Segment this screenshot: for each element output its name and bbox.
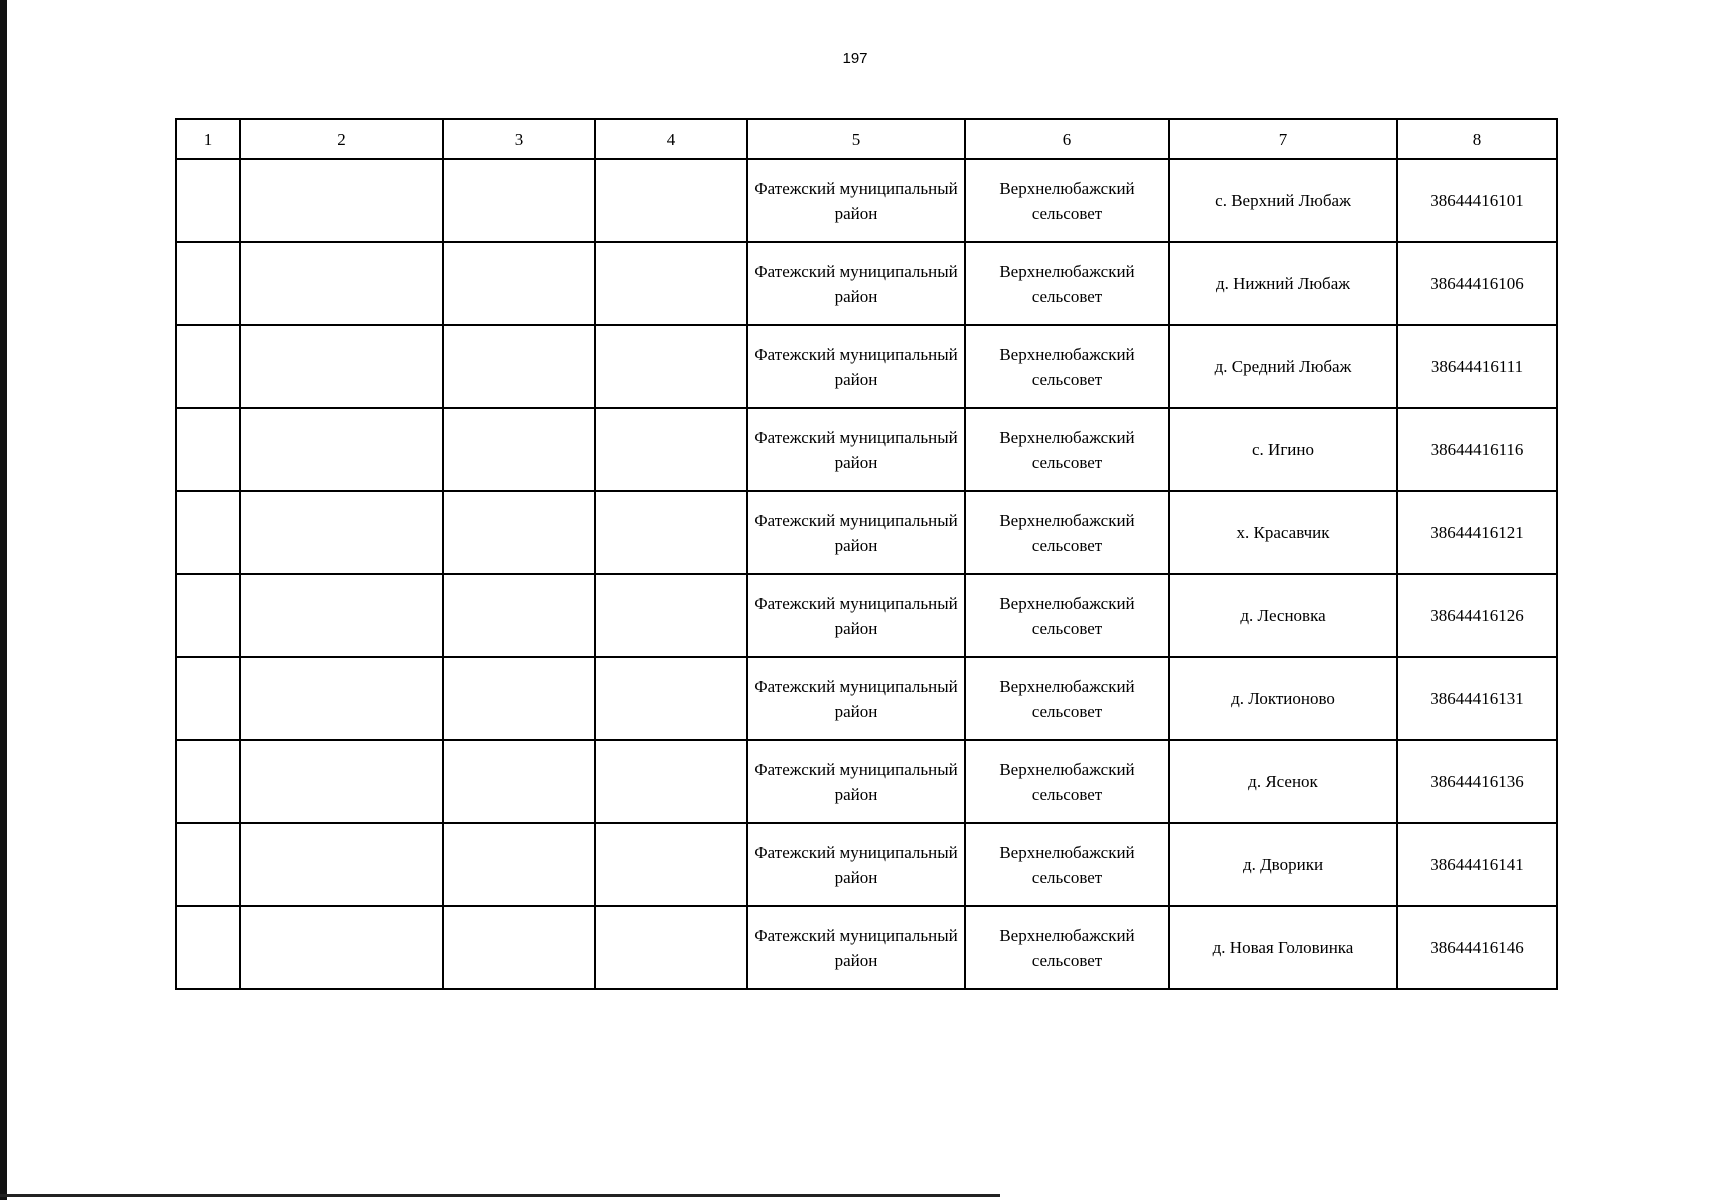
table-cell	[595, 408, 747, 491]
table-cell: 38644416131	[1397, 657, 1557, 740]
table-cell	[443, 906, 595, 989]
table-cell: Верхнелюбажский сельсовет	[965, 740, 1169, 823]
column-header: 6	[965, 119, 1169, 159]
table-cell: Фатежский муниципальный район	[747, 906, 965, 989]
column-header: 7	[1169, 119, 1397, 159]
table-cell	[240, 325, 443, 408]
table-cell: 38644416126	[1397, 574, 1557, 657]
table-cell	[595, 906, 747, 989]
table-cell: Фатежский муниципальный район	[747, 491, 965, 574]
table-cell: Фатежский муниципальный район	[747, 408, 965, 491]
table-cell: Верхнелюбажский сельсовет	[965, 159, 1169, 242]
table-cell	[240, 574, 443, 657]
table-cell: Верхнелюбажский сельсовет	[965, 408, 1169, 491]
table-cell: с. Верхний Любаж	[1169, 159, 1397, 242]
table-row	[176, 906, 1557, 989]
table-cell: 38644416136	[1397, 740, 1557, 823]
table-row	[176, 159, 1557, 242]
table-cell: Верхнелюбажский сельсовет	[965, 657, 1169, 740]
page-number: 197	[842, 50, 868, 67]
table-row	[176, 823, 1557, 906]
table-cell: Верхнелюбажский сельсовет	[965, 491, 1169, 574]
table-cell: д. Локтионово	[1169, 657, 1397, 740]
table-cell	[176, 325, 240, 408]
scan-left-edge	[0, 0, 7, 1200]
table-cell	[176, 491, 240, 574]
table-cell: Фатежский муниципальный район	[747, 325, 965, 408]
table-cell	[595, 159, 747, 242]
table-cell: х. Красавчик	[1169, 491, 1397, 574]
table-cell	[176, 159, 240, 242]
table-cell: Верхнелюбажский сельсовет	[965, 242, 1169, 325]
table-cell	[443, 325, 595, 408]
table-cell: Фатежский муниципальный район	[747, 574, 965, 657]
table-cell	[443, 491, 595, 574]
table-row	[176, 491, 1557, 574]
table-cell	[595, 325, 747, 408]
table-cell	[176, 740, 240, 823]
table-cell	[176, 242, 240, 325]
table-cell	[595, 740, 747, 823]
table-cell	[443, 242, 595, 325]
table-cell: Фатежский муниципальный район	[747, 657, 965, 740]
table-cell	[240, 408, 443, 491]
table-row	[176, 740, 1557, 823]
table-cell	[176, 906, 240, 989]
table-cell: д. Средний Любаж	[1169, 325, 1397, 408]
table-cell: 38644416146	[1397, 906, 1557, 989]
table-cell	[443, 740, 595, 823]
column-header: 4	[595, 119, 747, 159]
table-cell: с. Игино	[1169, 408, 1397, 491]
table-cell: Фатежский муниципальный район	[747, 242, 965, 325]
table-cell	[240, 823, 443, 906]
table-cell: 38644416111	[1397, 325, 1557, 408]
table-row	[176, 574, 1557, 657]
table-cell: 38644416106	[1397, 242, 1557, 325]
column-header: 5	[747, 119, 965, 159]
table-cell	[595, 657, 747, 740]
table-cell	[240, 740, 443, 823]
table-cell	[595, 574, 747, 657]
table-cell: д. Лесновка	[1169, 574, 1397, 657]
table-cell	[595, 491, 747, 574]
table-cell: Фатежский муниципальный район	[747, 159, 965, 242]
table-cell: Фатежский муниципальный район	[747, 823, 965, 906]
column-header: 3	[443, 119, 595, 159]
table-cell	[176, 823, 240, 906]
table-cell	[240, 242, 443, 325]
table-cell: 38644416116	[1397, 408, 1557, 491]
column-header: 2	[240, 119, 443, 159]
table-cell: Верхнелюбажский сельсовет	[965, 325, 1169, 408]
table-cell	[176, 574, 240, 657]
table-cell: д. Нижний Любаж	[1169, 242, 1397, 325]
table-cell	[240, 657, 443, 740]
table-cell: д. Ясенок	[1169, 740, 1397, 823]
table-body	[176, 159, 1557, 989]
table-cell	[176, 408, 240, 491]
table-cell	[443, 159, 595, 242]
header-row	[176, 119, 1557, 159]
table-cell	[443, 408, 595, 491]
table-cell	[443, 574, 595, 657]
table-cell: 38644416121	[1397, 491, 1557, 574]
table-cell	[240, 159, 443, 242]
table-cell	[443, 657, 595, 740]
table-cell	[595, 823, 747, 906]
table-cell	[595, 242, 747, 325]
table-cell: д. Новая Головинка	[1169, 906, 1397, 989]
column-header: 1	[176, 119, 240, 159]
table-row	[176, 325, 1557, 408]
table-cell	[443, 823, 595, 906]
column-header: 8	[1397, 119, 1557, 159]
table-cell	[240, 491, 443, 574]
table-cell: 38644416141	[1397, 823, 1557, 906]
table-row	[176, 242, 1557, 325]
table-cell	[240, 906, 443, 989]
table-cell: Верхнелюбажский сельсовет	[965, 574, 1169, 657]
table-cell: Верхнелюбажский сельсовет	[965, 906, 1169, 989]
table-cell	[176, 657, 240, 740]
table-cell: 38644416101	[1397, 159, 1557, 242]
scan-bottom-edge	[0, 1194, 1000, 1197]
table-cell: Фатежский муниципальный район	[747, 740, 965, 823]
settlement-table	[175, 118, 1558, 990]
table-cell: Верхнелюбажский сельсовет	[965, 823, 1169, 906]
table-row	[176, 657, 1557, 740]
table-row	[176, 408, 1557, 491]
table-cell: д. Дворики	[1169, 823, 1397, 906]
